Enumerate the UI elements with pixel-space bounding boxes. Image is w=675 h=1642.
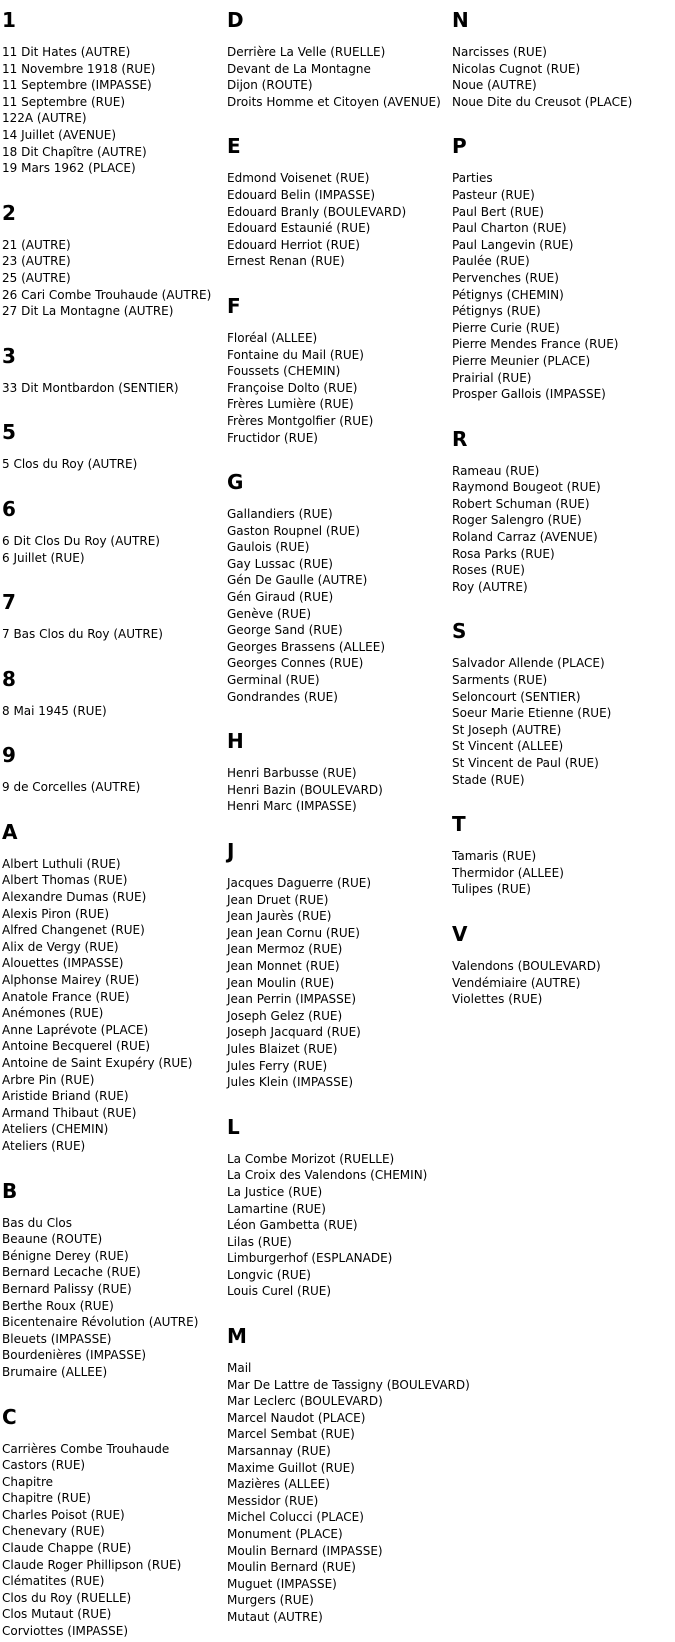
street-entry: Roger Salengro (RUE) [452, 513, 582, 528]
street-entry: Edouard Branly (BOULEVARD) [227, 204, 407, 219]
section-letter-heading: V [452, 921, 468, 946]
section-letter-heading: C [2, 1404, 17, 1429]
street-entry-list [2, 626, 227, 643]
street-entry: Jean Jean Cornu (RUE) [227, 925, 360, 940]
street-entry: Georges Connes (RUE) [227, 656, 364, 671]
street-entry: Antoine de Saint Exupéry (RUE) [2, 1056, 193, 1070]
section-letter-heading: 9 [2, 743, 16, 768]
street-entry-list [452, 44, 675, 110]
street-entry: Mazières (ALLEE) [227, 1477, 330, 1492]
street-entry-list [2, 779, 227, 796]
street-entry: Brumaire (ALLEE) [2, 1364, 108, 1379]
street-entry: Rameau (RUE) [452, 463, 540, 478]
street-entry: Jean Druet (RUE) [227, 892, 329, 907]
street-entry: Moulin Bernard (IMPASSE) [227, 1543, 383, 1558]
street-entry: 21 (AUTRE) [2, 237, 71, 252]
street-entry: Roses (RUE) [452, 563, 525, 578]
street-entry: Prosper Gallois (IMPASSE) [452, 387, 606, 402]
street-entry: Jules Blaizet (RUE) [227, 1041, 338, 1056]
index-section [227, 134, 452, 270]
street-entry: Arbre Pin (RUE) [2, 1072, 95, 1087]
street-entry: 14 Juillet (AVENUE) [2, 127, 117, 142]
section-letter-heading: N [452, 8, 469, 32]
index-section [452, 134, 675, 402]
street-entry: 26 Cari Combe Trouhaude (AUTRE) [2, 287, 212, 302]
index-section [227, 1115, 452, 1300]
street-entry: Pasteur (RUE) [452, 187, 535, 202]
street-entry: Joseph Jacquard (RUE) [227, 1025, 361, 1040]
street-entry: Edouard Belin (IMPASSE) [227, 187, 376, 202]
street-entry: George Sand (RUE) [227, 623, 343, 638]
street-entry: Stade (RUE) [452, 772, 525, 787]
street-entry: Limburgerhof (ESPLANADE) [227, 1251, 393, 1266]
index-section [2, 820, 227, 1155]
street-entry: Paul Bert (RUE) [452, 204, 544, 219]
street-entry: Fructidor (RUE) [227, 430, 318, 445]
street-entry: Jean Moulin (RUE) [227, 975, 335, 990]
street-entry: Ateliers (CHEMIN) [2, 1122, 109, 1137]
street-entry: Albert Luthuli (RUE) [2, 856, 121, 871]
street-entry: Nicolas Cugnot (RUE) [452, 61, 581, 76]
street-entry: Parties [452, 171, 493, 186]
street-entry: Lamartine (RUE) [227, 1201, 326, 1216]
street-entry: Henri Marc (IMPASSE) [227, 799, 357, 814]
street-entry: Seloncourt (SENTIER) [452, 689, 581, 704]
street-entry: Rosa Parks (RUE) [452, 546, 555, 561]
street-entry: 7 Bas Clos du Roy (AUTRE) [2, 627, 163, 642]
street-entry: Prairial (RUE) [452, 370, 532, 385]
street-entry: Bourdenières (IMPASSE) [2, 1348, 147, 1363]
street-entry: Noue Dite du Creusot (PLACE) [452, 94, 633, 109]
street-entry: 6 Dit Clos Du Roy (AUTRE) [2, 533, 160, 548]
street-entry-list [227, 330, 452, 446]
index-section [227, 1324, 470, 1626]
index-section [227, 470, 452, 705]
street-entry: 27 Dit La Montagne (AUTRE) [2, 304, 174, 319]
street-entry: Narcisses (RUE) [452, 45, 547, 59]
street-entry: Ernest Renan (RUE) [227, 254, 345, 269]
street-entry: St Vincent (ALLEE) [452, 739, 564, 754]
section-letter-heading: M [227, 1324, 247, 1349]
street-entry-list [452, 170, 675, 402]
street-entry: Anne Laprévote (PLACE) [2, 1022, 149, 1037]
street-entry: Moulin Bernard (RUE) [227, 1560, 356, 1575]
street-entry: Genève (RUE) [227, 606, 312, 621]
street-entry: 11 Dit Hates (AUTRE) [2, 45, 131, 59]
street-entry: Alexis Piron (RUE) [2, 906, 110, 921]
street-entry: Alix de Vergy (RUE) [2, 939, 119, 954]
index-column-1 [2, 0, 227, 1640]
street-entry: Jules Ferry (RUE) [227, 1058, 328, 1073]
street-entry: St Joseph (AUTRE) [452, 722, 562, 737]
street-entry: Alouettes (IMPASSE) [2, 956, 124, 971]
street-entry: Alexandre Dumas (RUE) [2, 890, 147, 905]
street-entry: Derrière La Velle (RUELLE) [227, 45, 386, 59]
street-entry: Françoise Dolto (RUE) [227, 380, 358, 395]
street-entry: Berthe Roux (RUE) [2, 1298, 114, 1313]
street-entry: Edmond Voisenet (RUE) [227, 171, 370, 186]
street-entry: Jean Jaurès (RUE) [227, 909, 332, 924]
section-letter-heading: A [2, 819, 18, 844]
street-entry: Alphonse Mairey (RUE) [2, 973, 140, 988]
street-entry: Claude Roger Phillipson (RUE) [2, 1557, 182, 1572]
street-entry: Frères Montgolfier (RUE) [227, 413, 374, 428]
index-section [2, 420, 227, 473]
street-entry: Clos du Roy (RUELLE) [2, 1590, 132, 1605]
section-letter-heading: 1 [2, 8, 16, 32]
index-section [452, 812, 675, 898]
street-entry: Droits Homme et Citoyen (AVENUE) [227, 94, 441, 109]
street-entry: Fontaine du Mail (RUE) [227, 347, 364, 362]
street-entry: Marcel Naudot (PLACE) [227, 1410, 366, 1425]
section-letter-heading: 3 [2, 343, 16, 368]
street-entry-list [227, 875, 452, 1091]
section-letter-heading: 7 [2, 590, 16, 615]
street-entry: Jacques Daguerre (RUE) [227, 876, 372, 890]
street-entry: Bicentenaire Révolution (AUTRE) [2, 1315, 199, 1330]
street-entry: Lilas (RUE) [227, 1234, 292, 1249]
street-entry: 11 Novembre 1918 (RUE) [2, 61, 156, 76]
street-entry: 23 (AUTRE) [2, 254, 71, 269]
street-entry: La Croix des Valendons (CHEMIN) [227, 1168, 428, 1183]
street-entry: Louis Curel (RUE) [227, 1284, 332, 1299]
street-entry: Paulée (RUE) [452, 254, 530, 269]
index-column-2 [227, 0, 470, 1626]
street-entry: Edouard Estaunié (RUE) [227, 221, 371, 236]
street-entry-list [227, 1151, 452, 1300]
street-entry: Alfred Changenet (RUE) [2, 923, 145, 938]
index-section [2, 344, 227, 397]
index-section [2, 1405, 227, 1640]
street-entry: Ateliers (RUE) [2, 1138, 86, 1153]
street-entry: Joseph Gelez (RUE) [227, 1008, 343, 1023]
street-entry: La Combe Morizot (RUELLE) [227, 1151, 395, 1166]
street-entry: Sarments (RUE) [452, 673, 548, 688]
index-section [227, 294, 452, 446]
street-entry: Chapitre (RUE) [2, 1491, 91, 1506]
street-entry: Roy (AUTRE) [452, 579, 528, 594]
street-entry: 19 Mars 1962 (PLACE) [2, 161, 136, 176]
street-entry: Messidor (RUE) [227, 1493, 319, 1508]
street-entry: Paul Charton (RUE) [452, 221, 567, 236]
street-entry: Léon Gambetta (RUE) [227, 1218, 358, 1233]
section-letter-heading: 2 [2, 200, 16, 225]
section-letter-heading: H [227, 729, 244, 754]
street-entry: 11 Septembre (IMPASSE) [2, 78, 152, 93]
street-entry-list [452, 463, 675, 596]
street-entry: Antoine Becquerel (RUE) [2, 1039, 151, 1054]
street-entry-list [452, 655, 675, 788]
street-entry: Raymond Bougeot (RUE) [452, 480, 601, 495]
street-entry: Paul Langevin (RUE) [452, 237, 574, 252]
street-entry: Gallandiers (RUE) [227, 507, 333, 522]
street-entry: Salvador Allende (PLACE) [452, 656, 605, 671]
street-entry-list [2, 1215, 227, 1381]
index-section [2, 590, 227, 643]
street-entry: Anémones (RUE) [2, 1006, 104, 1021]
section-letter-heading: R [452, 426, 468, 451]
street-entry: Bernard Palissy (RUE) [2, 1281, 132, 1296]
section-letter-heading: J [227, 839, 235, 863]
index-section [452, 619, 675, 788]
street-entry: Mail [227, 1361, 252, 1376]
section-letter-heading: D [227, 8, 244, 32]
street-entry: 18 Dit Chapître (AUTRE) [2, 144, 147, 159]
street-entry: Mar Leclerc (BOULEVARD) [227, 1394, 383, 1409]
street-entry: Pierre Meunier (PLACE) [452, 353, 591, 368]
index-section [2, 8, 227, 177]
street-entry-list [2, 237, 227, 320]
street-entry: Devant de La Montagne [227, 61, 371, 76]
street-entry-list [227, 506, 452, 705]
street-entry: Jean Perrin (IMPASSE) [227, 992, 357, 1007]
street-entry-list [227, 1360, 470, 1626]
index-section [2, 497, 227, 566]
street-entry: Bernard Lecache (RUE) [2, 1265, 141, 1280]
section-letter-heading: S [452, 619, 467, 644]
street-entry: Michel Colucci (PLACE) [227, 1510, 364, 1525]
street-entry: 11 Septembre (RUE) [2, 94, 126, 109]
street-entry: Clos Mutaut (RUE) [2, 1607, 112, 1622]
street-entry: Castors (RUE) [2, 1458, 86, 1473]
index-section [2, 667, 227, 720]
index-column-3 [452, 0, 675, 1008]
street-entry: 9 de Corcelles (AUTRE) [2, 780, 141, 795]
street-entry: Tulipes (RUE) [452, 882, 531, 897]
section-letter-heading: 6 [2, 496, 16, 521]
street-entry: Marsannay (RUE) [227, 1444, 331, 1459]
street-entry: Jules Klein (IMPASSE) [227, 1075, 354, 1090]
street-entry: Gén Giraud (RUE) [227, 590, 334, 605]
street-entry: Robert Schuman (RUE) [452, 496, 590, 511]
index-section [452, 922, 675, 1008]
street-entry: Longvic (RUE) [227, 1267, 311, 1282]
street-entry: Armand Thibaut (RUE) [2, 1105, 137, 1120]
index-section [452, 427, 675, 596]
street-entry-list [2, 456, 227, 473]
street-entry: Mar De Lattre de Tassigny (BOULEVARD) [227, 1377, 470, 1392]
street-entry: 33 Dit Montbardon (SENTIER) [2, 380, 179, 395]
street-entry: Vendémiaire (AUTRE) [452, 975, 581, 990]
street-entry-list [2, 44, 227, 177]
street-entry-list [2, 380, 227, 397]
street-entry: La Justice (RUE) [227, 1184, 323, 1199]
street-entry: Pierre Mendes France (RUE) [452, 337, 619, 352]
street-entry: Foussets (CHEMIN) [227, 364, 341, 379]
street-entry-list [2, 1441, 227, 1640]
street-entry: Anatole France (RUE) [2, 989, 130, 1004]
street-entry: Edouard Herriot (RUE) [227, 237, 360, 252]
street-entry: Henri Bazin (BOULEVARD) [227, 782, 383, 797]
section-letter-heading: L [227, 1114, 240, 1139]
street-entry: Gaulois (RUE) [227, 540, 310, 555]
section-letter-heading: T [452, 812, 466, 837]
street-entry: Germinal (RUE) [227, 673, 320, 688]
street-entry: 6 Juillet (RUE) [2, 550, 85, 565]
street-entry-list [227, 170, 452, 270]
street-entry: Pierre Curie (RUE) [452, 320, 560, 335]
street-entry: Noue (AUTRE) [452, 78, 537, 93]
street-entry: 5 Clos du Roy (AUTRE) [2, 457, 138, 472]
street-entry: Monument (PLACE) [227, 1527, 343, 1541]
street-entry: 122A (AUTRE) [2, 111, 87, 126]
street-entry-list [2, 533, 227, 566]
street-entry: Soeur Marie Etienne (RUE) [452, 706, 612, 721]
section-letter-heading: P [452, 134, 467, 159]
street-entry-list [452, 848, 675, 898]
street-entry: Maxime Guillot (RUE) [227, 1460, 355, 1475]
street-entry: Pétignys (CHEMIN) [452, 287, 564, 302]
section-letter-heading: 8 [2, 666, 16, 691]
street-entry: St Vincent de Paul (RUE) [452, 756, 599, 770]
street-entry: Tamaris (RUE) [452, 849, 537, 864]
street-entry: Marcel Sembat (RUE) [227, 1427, 355, 1442]
section-letter-heading: 5 [2, 420, 16, 445]
index-section [2, 743, 227, 796]
index-section [2, 1179, 227, 1381]
street-entry: Jean Monnet (RUE) [227, 958, 340, 973]
street-entry: Valendons (BOULEVARD) [452, 958, 601, 973]
street-entry: Henri Barbusse (RUE) [227, 766, 357, 781]
section-letter-heading: F [227, 293, 241, 318]
street-entry: Gén De Gaulle (AUTRE) [227, 573, 368, 588]
street-entry: Muguet (IMPASSE) [227, 1576, 337, 1591]
street-entry: Gaston Roupnel (RUE) [227, 523, 360, 538]
street-entry: Frères Lumière (RUE) [227, 397, 354, 412]
street-entry: Georges Brassens (ALLEE) [227, 639, 385, 654]
street-entry: Beaune (ROUTE) [2, 1232, 103, 1247]
street-entry: Albert Thomas (RUE) [2, 873, 128, 888]
index-section [227, 729, 452, 815]
street-entry: Roland Carraz (AVENUE) [452, 530, 598, 545]
street-entry: Pétignys (RUE) [452, 304, 541, 319]
street-entry-list [227, 44, 452, 110]
street-entry: Chenevary (RUE) [2, 1524, 105, 1539]
street-entry: Thermidor (ALLEE) [452, 865, 564, 880]
street-entry-list [452, 958, 675, 1008]
street-entry: Mutaut (AUTRE) [227, 1609, 323, 1624]
street-entry: 8 Mai 1945 (RUE) [2, 703, 107, 718]
street-entry: Charles Poisot (RUE) [2, 1507, 125, 1522]
street-entry: Floréal (ALLEE) [227, 330, 318, 345]
section-letter-heading: G [227, 470, 244, 495]
index-section [227, 8, 452, 110]
street-entry-list [227, 765, 452, 815]
street-entry: Dijon (ROUTE) [227, 78, 313, 93]
street-entry: Claude Chappe (RUE) [2, 1541, 132, 1556]
street-entry: Murgers (RUE) [227, 1593, 314, 1608]
street-entry: Corviottes (IMPASSE) [2, 1624, 129, 1639]
index-section [2, 201, 227, 320]
street-entry: Violettes (RUE) [452, 992, 543, 1007]
street-entry: Bleuets (IMPASSE) [2, 1331, 112, 1346]
street-entry: Bénigne Derey (RUE) [2, 1248, 129, 1263]
street-entry-list [2, 856, 227, 1155]
street-entry: 25 (AUTRE) [2, 270, 71, 285]
index-section [452, 8, 675, 110]
street-entry: Jean Mermoz (RUE) [227, 942, 343, 957]
street-entry: Clématites (RUE) [2, 1574, 105, 1589]
street-entry: Gay Lussac (RUE) [227, 556, 333, 571]
street-entry: Pervenches (RUE) [452, 270, 559, 285]
street-entry: Carrières Combe Trouhaude [2, 1441, 170, 1456]
section-letter-heading: E [227, 134, 241, 159]
index-section [227, 839, 452, 1091]
street-entry: Gondrandes (RUE) [227, 689, 338, 704]
street-entry-list [2, 703, 227, 720]
section-letter-heading: B [2, 1178, 18, 1203]
street-entry: Chapitre [2, 1474, 54, 1489]
street-entry: Bas du Clos [2, 1215, 72, 1230]
street-entry: Aristide Briand (RUE) [2, 1089, 129, 1104]
